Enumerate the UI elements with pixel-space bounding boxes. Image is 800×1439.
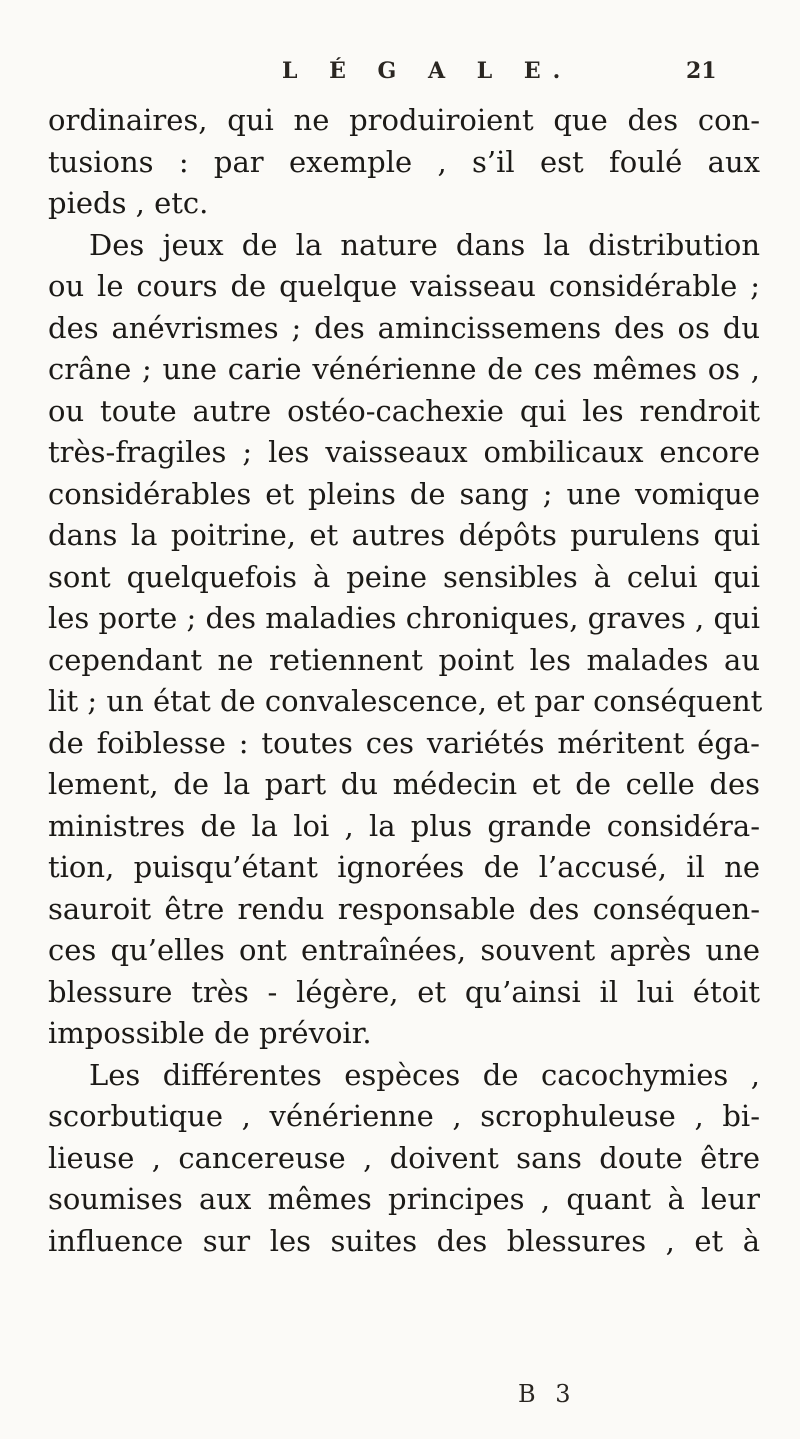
- text-line: pieds , etc.: [48, 186, 209, 220]
- text-line: lit ; un état de convalescence, et par conséquent: [48, 684, 763, 718]
- text-line: ordinaires, qui ne produiroient que des con-: [48, 103, 760, 137]
- text-line: des anévrismes ; des amincissemens des os du: [48, 310, 760, 345]
- text-line: sauroit être rendu responsable des conséquen-: [48, 891, 760, 926]
- text-line: ou toute autre ostéo-cachexie qui les rendroit: [48, 393, 760, 428]
- text-line: sont quelquefois à peine sensibles à celui qui: [48, 559, 760, 594]
- text-line: lieuse , cancereuse , doivent sans doute être: [48, 1140, 760, 1175]
- text-line: ministres de la loi , la plus grande considéra-: [48, 808, 760, 843]
- text-line: très-fragiles ; les vaisseaux ombilicaux encore: [48, 435, 760, 469]
- running-title: L É G A L E.: [282, 58, 573, 84]
- text-line: tusions : par exemple , s’il est foulé aux: [48, 144, 760, 179]
- text-line: les porte ; des maladies chroniques, graves , qui: [48, 601, 760, 635]
- text-line: influence sur les suites des blessures , et à: [48, 1223, 760, 1258]
- text-line: blessure très - légère, et qu’ainsi il lui étoit: [48, 974, 760, 1009]
- text-line: cependant ne retiennent point les malades au: [48, 642, 760, 677]
- text-line: tion, puisqu’étant ignorées de l’accusé, il ne: [48, 850, 760, 884]
- page-number: 21: [686, 58, 717, 84]
- text-line: Les différentes espèces de cacochymies ,: [89, 1057, 760, 1092]
- text-line: ou le cours de quelque vaisseau considérable ;: [48, 269, 760, 303]
- body-text: [48, 100, 763, 1262]
- text-line: Des jeux de la nature dans la distribution: [89, 227, 760, 262]
- text-line: considérables et pleins de sang ; une vomique: [48, 476, 760, 511]
- text-line: ces qu’elles ont entraînées, souvent après une: [48, 933, 760, 967]
- text-line: crâne ; une carie vénérienne de ces mêmes os ,: [48, 352, 760, 386]
- text-line: dans la poitrine, et autres dépôts purulens qui: [48, 518, 760, 552]
- signature-mark: B 3: [518, 1380, 577, 1408]
- text-line: de foiblesse : toutes ces variétés méritent éga-: [48, 725, 760, 760]
- text-line: impossible de prévoir.: [48, 1016, 372, 1050]
- text-line: scorbutique , vénérienne , scrophuleuse , bi-: [48, 1099, 760, 1133]
- text-line: lement, de la part du médecin et de celle des: [48, 767, 760, 801]
- text-line: soumises aux mêmes principes , quant à leur: [48, 1182, 760, 1216]
